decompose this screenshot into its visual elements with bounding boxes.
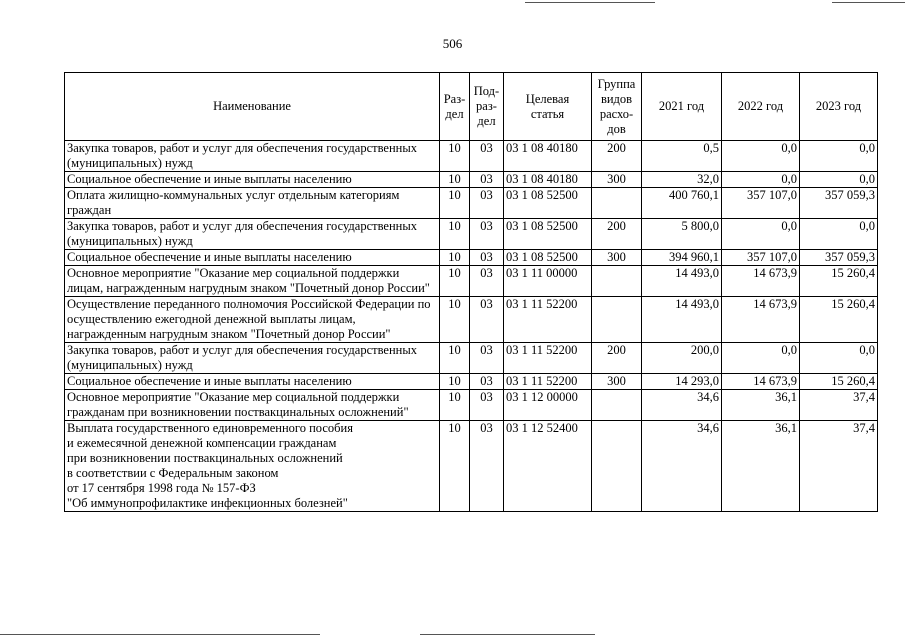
row-year-2021: 0,5 xyxy=(642,141,722,172)
row-year-2023: 37,4 xyxy=(800,390,878,421)
row-expense-group: 200 xyxy=(592,343,642,374)
row-target-article: 03 1 11 52200 xyxy=(504,374,592,390)
row-year-2023: 357 059,3 xyxy=(800,188,878,219)
row-target-article: 03 1 12 00000 xyxy=(504,390,592,421)
row-year-2021: 14 493,0 xyxy=(642,297,722,343)
row-expense-group xyxy=(592,421,642,512)
row-razdel: 10 xyxy=(440,250,470,266)
table-row xyxy=(65,141,878,172)
row-year-2023: 0,0 xyxy=(800,172,878,188)
row-year-2023: 15 260,4 xyxy=(800,266,878,297)
row-podrazdel: 03 xyxy=(470,297,504,343)
row-target-article: 03 1 11 52200 xyxy=(504,297,592,343)
row-year-2022: 357 107,0 xyxy=(722,250,800,266)
row-year-2022: 36,1 xyxy=(722,390,800,421)
row-name: Основное мероприятие "Оказание мер социальной поддержки гражданам при возникновении поствакцинальных осложнений" xyxy=(65,390,440,421)
row-name: Социальное обеспечение и иные выплаты населению xyxy=(65,374,440,390)
row-name: Осуществление переданного полномочия Российской Федерации по осуществлению ежегодной денежной выплаты лицам, награжденным нагрудным знаком "Почетный донор России" xyxy=(65,297,440,343)
table-header-row xyxy=(65,73,878,141)
row-year-2023: 0,0 xyxy=(800,343,878,374)
row-year-2021: 394 960,1 xyxy=(642,250,722,266)
row-year-2022: 0,0 xyxy=(722,172,800,188)
row-year-2022: 357 107,0 xyxy=(722,188,800,219)
row-name: Выплата государственного единовременного пособия и ежемесячной денежной компенсации гражданам при возникновении поствакцинальных осложнений в соответствии с Федеральным законом от 17 сентября 1998 года № 157-ФЗ "Об иммунопрофилактике инфекционных болезней" xyxy=(65,421,440,512)
row-expense-group: 200 xyxy=(592,219,642,250)
row-name: Закупка товаров, работ и услуг для обеспечения государственных (муниципальных) нужд xyxy=(65,343,440,374)
row-target-article: 03 1 11 52200 xyxy=(504,343,592,374)
row-razdel: 10 xyxy=(440,390,470,421)
row-year-2022: 0,0 xyxy=(722,141,800,172)
scan-artifact-top-right xyxy=(832,2,905,3)
table-row xyxy=(65,266,878,297)
table-row xyxy=(65,374,878,390)
row-year-2023: 0,0 xyxy=(800,141,878,172)
row-razdel: 10 xyxy=(440,188,470,219)
header-razdel: Раз- дел xyxy=(440,73,470,141)
row-podrazdel: 03 xyxy=(470,172,504,188)
row-year-2022: 0,0 xyxy=(722,343,800,374)
header-year-2022: 2022 год xyxy=(722,73,800,141)
header-podrazdel: Под- раз- дел xyxy=(470,73,504,141)
budget-table xyxy=(64,72,878,512)
row-target-article: 03 1 11 00000 xyxy=(504,266,592,297)
row-target-article: 03 1 08 52500 xyxy=(504,250,592,266)
row-razdel: 10 xyxy=(440,374,470,390)
table-row xyxy=(65,250,878,266)
row-target-article: 03 1 08 40180 xyxy=(504,141,592,172)
row-name: Оплата жилищно-коммунальных услуг отдельным категориям граждан xyxy=(65,188,440,219)
table-row xyxy=(65,188,878,219)
table-row xyxy=(65,172,878,188)
row-year-2023: 15 260,4 xyxy=(800,374,878,390)
row-year-2022: 36,1 xyxy=(722,421,800,512)
header-year-2021: 2021 год xyxy=(642,73,722,141)
row-expense-group xyxy=(592,297,642,343)
header-name: Наименование xyxy=(65,73,440,141)
row-podrazdel: 03 xyxy=(470,266,504,297)
row-year-2021: 5 800,0 xyxy=(642,219,722,250)
row-expense-group xyxy=(592,188,642,219)
row-podrazdel: 03 xyxy=(470,343,504,374)
row-podrazdel: 03 xyxy=(470,421,504,512)
row-expense-group: 200 xyxy=(592,141,642,172)
row-target-article: 03 1 08 40180 xyxy=(504,172,592,188)
scan-artifact-bottom xyxy=(420,634,595,635)
row-year-2023: 15 260,4 xyxy=(800,297,878,343)
row-podrazdel: 03 xyxy=(470,219,504,250)
row-year-2022: 14 673,9 xyxy=(722,266,800,297)
row-podrazdel: 03 xyxy=(470,250,504,266)
row-expense-group xyxy=(592,390,642,421)
row-expense-group xyxy=(592,266,642,297)
row-expense-group: 300 xyxy=(592,374,642,390)
scan-artifact-bottom-left xyxy=(0,634,320,635)
table-body xyxy=(65,141,878,512)
row-year-2023: 37,4 xyxy=(800,421,878,512)
table-row xyxy=(65,343,878,374)
row-year-2021: 200,0 xyxy=(642,343,722,374)
row-podrazdel: 03 xyxy=(470,374,504,390)
row-razdel: 10 xyxy=(440,219,470,250)
header-target-article: Целевая статья xyxy=(504,73,592,141)
table-row xyxy=(65,297,878,343)
header-year-2023: 2023 год xyxy=(800,73,878,141)
scan-artifact-top xyxy=(525,2,655,3)
row-year-2022: 0,0 xyxy=(722,219,800,250)
row-razdel: 10 xyxy=(440,297,470,343)
row-expense-group: 300 xyxy=(592,250,642,266)
row-year-2023: 357 059,3 xyxy=(800,250,878,266)
table-row xyxy=(65,390,878,421)
row-name: Закупка товаров, работ и услуг для обеспечения государственных (муниципальных) нужд xyxy=(65,141,440,172)
page-number: 506 xyxy=(442,36,463,51)
row-year-2021: 34,6 xyxy=(642,390,722,421)
row-name: Закупка товаров, работ и услуг для обеспечения государственных (муниципальных) нужд xyxy=(65,219,440,250)
row-target-article: 03 1 08 52500 xyxy=(504,219,592,250)
row-year-2021: 32,0 xyxy=(642,172,722,188)
row-year-2021: 14 293,0 xyxy=(642,374,722,390)
table-row xyxy=(65,219,878,250)
row-razdel: 10 xyxy=(440,172,470,188)
row-year-2022: 14 673,9 xyxy=(722,374,800,390)
table-row xyxy=(65,421,878,512)
row-name: Социальное обеспечение и иные выплаты населению xyxy=(65,250,440,266)
row-razdel: 10 xyxy=(440,266,470,297)
row-year-2021: 400 760,1 xyxy=(642,188,722,219)
row-expense-group: 300 xyxy=(592,172,642,188)
row-razdel: 10 xyxy=(440,421,470,512)
row-razdel: 10 xyxy=(440,141,470,172)
row-year-2021: 14 493,0 xyxy=(642,266,722,297)
row-name: Социальное обеспечение и иные выплаты населению xyxy=(65,172,440,188)
row-podrazdel: 03 xyxy=(470,141,504,172)
row-target-article: 03 1 08 52500 xyxy=(504,188,592,219)
row-razdel: 10 xyxy=(440,343,470,374)
row-name: Основное мероприятие "Оказание мер социальной поддержки лицам, награжденным нагрудным знаком "Почетный донор России" xyxy=(65,266,440,297)
row-podrazdel: 03 xyxy=(470,390,504,421)
row-year-2023: 0,0 xyxy=(800,219,878,250)
header-expense-group: Группа видов расхо- дов xyxy=(592,73,642,141)
row-podrazdel: 03 xyxy=(470,188,504,219)
row-target-article: 03 1 12 52400 xyxy=(504,421,592,512)
row-year-2021: 34,6 xyxy=(642,421,722,512)
row-year-2022: 14 673,9 xyxy=(722,297,800,343)
